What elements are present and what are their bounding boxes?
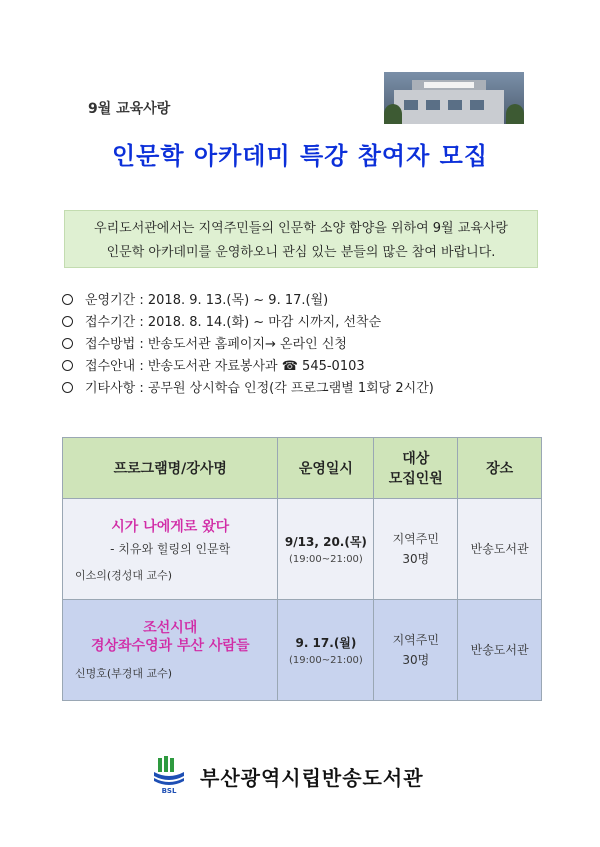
- info-item: 기타사항 : 공무원 상시학습 인정(각 프로그램별 1회당 2시간): [62, 378, 434, 400]
- library-name: 부산광역시립반송도서관: [200, 765, 424, 790]
- table-header-row: [63, 438, 542, 499]
- info-list: [62, 290, 434, 400]
- info-item: 접수안내 : 반송도서관 자료봉사과 ☎ 545-0103: [62, 356, 434, 378]
- program-cell: [63, 600, 278, 701]
- info-item: 접수방법 : 반송도서관 홈페이지→ 온라인 신청: [62, 334, 434, 356]
- program-subtitle: - 치유와 힐링의 인문학: [110, 541, 231, 556]
- program-cell: [63, 499, 278, 600]
- target-cell: 지역주민 30명: [374, 499, 458, 600]
- place-cell: 반송도서관: [458, 600, 542, 701]
- target-cell: 지역주민 30명: [374, 600, 458, 701]
- program-table: [62, 437, 542, 701]
- header-date: 운영일시: [278, 438, 374, 499]
- program-title: 시가 나에게로 왔다: [111, 518, 230, 535]
- lecturer: 이소의(경성대 교수): [75, 568, 173, 582]
- footer: [152, 756, 424, 796]
- circle-bullet-icon: [62, 382, 73, 393]
- circle-bullet-icon: [62, 294, 73, 305]
- logo-text: BSL: [161, 787, 177, 795]
- header-target: 대상 모집인원: [374, 438, 458, 499]
- lecturer: 신명호(부경대 교수): [75, 667, 173, 680]
- circle-bullet-icon: [62, 360, 73, 371]
- library-logo-icon: [152, 756, 186, 796]
- date-cell: 9/13, 20.(목) (19:00~21:00): [278, 499, 374, 600]
- intro-line-2: 인문학 아카데미를 운영하오니 관심 있는 분들의 많은 참여 바랍니다.: [106, 245, 496, 260]
- info-item: 접수기간 : 2018. 8. 14.(화) ~ 마감 시까지, 선착순: [62, 312, 434, 334]
- intro-line-1: 우리도서관에서는 지역주민들의 인문학 소양 함양을 위하여 9월 교육사랑: [94, 221, 508, 236]
- header-program: 프로그램명/강사명: [63, 438, 278, 499]
- info-item: 운영기간 : 2018. 9. 13.(목) ~ 9. 17.(월): [62, 290, 434, 312]
- header-place: 장소: [458, 438, 542, 499]
- date-cell: 9. 17.(월) (19:00~21:00): [278, 600, 374, 701]
- place-cell: 반송도서관: [458, 499, 542, 600]
- library-building-photo: [384, 72, 524, 124]
- program-title: 조선시대 경상좌수영과 부산 사람들: [90, 620, 250, 654]
- page-title: 인문학 아카데미 특강 참여자 모집: [112, 142, 488, 170]
- intro-box: [64, 210, 538, 268]
- circle-bullet-icon: [62, 316, 73, 327]
- table-row: [63, 499, 542, 600]
- subtitle: 9월 교육사랑: [88, 101, 171, 117]
- circle-bullet-icon: [62, 338, 73, 349]
- table-row: [63, 600, 542, 701]
